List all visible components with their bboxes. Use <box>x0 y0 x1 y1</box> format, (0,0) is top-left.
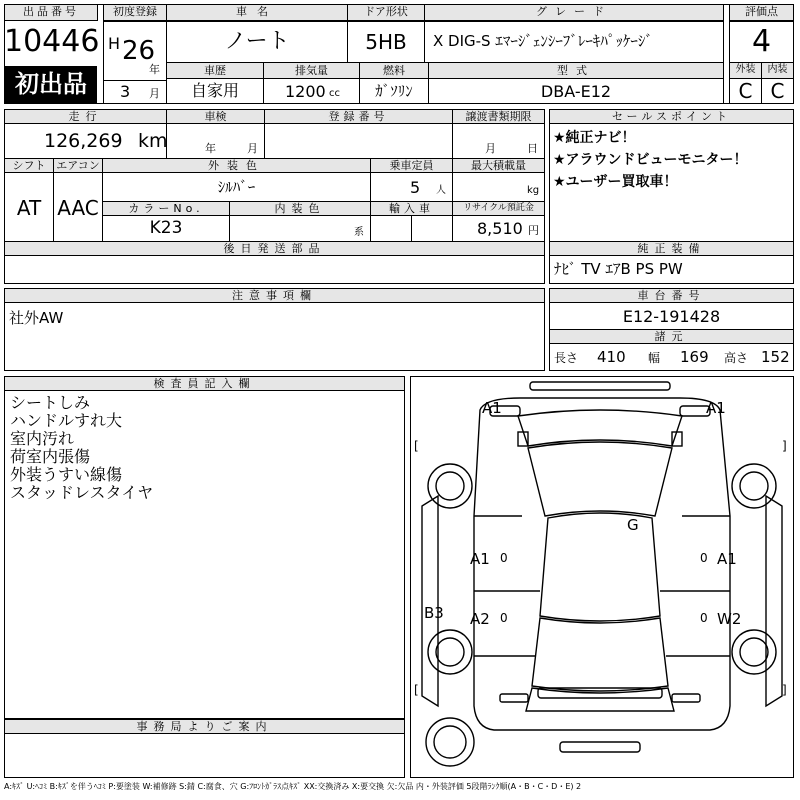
recycle-unit: 円 <box>528 224 539 237</box>
office-label: 事務局よりご案内 <box>136 720 273 733</box>
damage-front-right: A1 <box>706 399 726 417</box>
reg-year-unit: 年 <box>149 63 160 76</box>
sales-point-1: ★純正ナビ！ <box>553 130 636 146</box>
inspector-label: 検査員記入欄 <box>153 377 256 390</box>
first-listing-label: 初出品 <box>15 70 87 98</box>
reg-year: 26 <box>122 36 156 66</box>
width-label: 幅 <box>648 351 661 365</box>
dims-label: 諸元 <box>654 330 689 343</box>
exterior-grade-label: 外装 <box>735 64 756 75</box>
wheel-front-left <box>428 464 472 508</box>
wheel-front-right <box>732 464 776 508</box>
damage-windshield: G <box>627 516 639 534</box>
bracket-right-top: ] <box>782 439 787 453</box>
chassis-label: 車台番号 <box>637 289 706 302</box>
car-diagram <box>410 376 794 778</box>
dims-cell <box>549 343 794 371</box>
sales-point-2: ★アラウンドビューモニター！ <box>553 152 748 168</box>
sales-points-label: セールスポイント <box>611 110 731 123</box>
transfer-label: 譲渡書類期限 <box>465 110 532 123</box>
inspector-line-4: 荷室内張傷 <box>10 447 91 466</box>
hood-outline <box>518 410 682 446</box>
score: 4 <box>751 24 772 59</box>
notes-label: 注意事項欄 <box>232 289 317 302</box>
sales-point-3: ★ユーザー買取車！ <box>553 174 678 190</box>
later-parts-cell <box>4 255 545 284</box>
lot-number: 10446 <box>4 24 100 59</box>
model-name: ノート <box>224 29 290 54</box>
inspector-line-5: 外装うすい線傷 <box>10 465 123 484</box>
reg-number-cell <box>264 123 453 159</box>
model-code-label: 型式 <box>557 64 595 77</box>
spare-wheel <box>426 718 474 766</box>
exterior-color-label: 外装色 <box>208 159 265 172</box>
recycle-fee: 8,510 <box>477 219 523 238</box>
reg-month: 3 <box>120 82 131 101</box>
max-load-label: 最大積載量 <box>471 159 526 172</box>
inspection-month-unit: 月 <box>247 142 258 155</box>
left-side-panel <box>422 496 438 706</box>
recycle-label: リサイクル預託金 <box>463 203 534 213</box>
door-label: ドア形状 <box>364 5 408 18</box>
interior-color-cell <box>229 215 371 242</box>
door-mark-left-rear: 0 <box>500 611 508 625</box>
rear-lamp-left <box>500 694 528 702</box>
fuel-label: 燃料 <box>383 64 405 77</box>
era: H <box>108 34 121 53</box>
grade: X DIG-S ｴﾏｰｼﾞｪﾝｼｰﾌﾞﾚｰｷﾊﾟｯｹｰｼﾞ <box>433 32 653 50</box>
door-type: 5HB <box>365 30 407 54</box>
model-name-label: 車名 <box>236 5 278 18</box>
import-cell-b <box>411 215 453 242</box>
office-cell <box>4 733 405 778</box>
exterior-color: ｼﾙﾊﾞｰ <box>217 178 256 196</box>
shift-label: シフト <box>12 159 46 172</box>
model-code: DBA-E12 <box>540 82 612 101</box>
height-label: 高さ <box>724 351 749 365</box>
wheel-rear-right <box>732 630 776 674</box>
transfer-month-unit: 月 <box>485 142 496 155</box>
lot-label: 出品番号 <box>23 5 79 18</box>
chassis-number: E12-191428 <box>622 307 721 326</box>
displacement-label: 排気量 <box>295 64 328 77</box>
max-load-unit: kg <box>527 185 540 196</box>
genuine-equipment: ﾅﾋﾞ TV ｴｱB PS PW <box>554 260 683 278</box>
mileage: 126,269 <box>44 130 123 152</box>
color-no: K23 <box>149 218 183 238</box>
transfer-day-unit: 日 <box>527 142 538 155</box>
capacity: 5 <box>410 178 421 197</box>
rear-plate <box>560 742 640 752</box>
windshield <box>528 442 672 516</box>
rear-lamp-right <box>672 694 700 702</box>
bracket-left-top: [ <box>414 439 419 453</box>
front-bumper <box>530 382 670 390</box>
capacity-unit: 人 <box>436 185 446 196</box>
genuine-equipment-label: 純正装備 <box>637 242 706 255</box>
inspector-line-6: スタッドレスタイヤ <box>10 483 154 502</box>
mileage-label: 走行 <box>68 110 103 123</box>
door-mark-right-front: 0 <box>700 551 708 565</box>
interior-grade-label: 内装 <box>767 64 788 75</box>
door-mark-right-rear: 0 <box>700 611 708 625</box>
displacement: 1200 <box>285 82 326 101</box>
aircon-label: エアコン <box>56 159 100 172</box>
reg-number-label: 登録番号 <box>328 110 389 123</box>
color-no-label: カラーNo. <box>128 202 204 215</box>
legend: A:ｷｽﾞ U:ﾍｺﾐ B:ｷｽﾞを伴うﾍｺﾐ P:要塗装 W:補修跡 S:錆 C:腐食、穴 G:ﾌﾛﾝﾄｶﾞﾗｽ点ｷｽﾞ XX:交換済み X:要交換 欠:欠品 内・外装評価 5段階ﾗﾝｸ順(A・B・C・D・E) 2 <box>4 782 582 791</box>
right-mirror <box>672 432 682 446</box>
notes-text: 社外AW <box>9 309 64 327</box>
inspection-label: 車検 <box>204 110 227 123</box>
history: 自家用 <box>190 81 239 100</box>
damage-front-left: A1 <box>482 399 502 417</box>
exterior-grade: C <box>738 79 753 103</box>
shift: AT <box>16 196 42 220</box>
door-mark-left-front: 0 <box>500 551 508 565</box>
interior-color-unit: 系 <box>354 227 364 238</box>
history-label: 車歴 <box>204 64 226 77</box>
damage-left-rear-door: A2 <box>470 610 490 628</box>
rear-window <box>532 618 668 691</box>
first-reg-label: 初度登録 <box>113 5 157 18</box>
body-outline <box>474 398 730 730</box>
wheel-rear-left <box>428 630 472 674</box>
later-parts-label: 後日発送部品 <box>223 242 326 255</box>
interior-grade: C <box>770 79 785 103</box>
inspector-line-1: シートしみ <box>10 393 91 412</box>
inspector-line-2: ハンドルすれ大 <box>10 411 123 430</box>
damage-left-front-door: A1 <box>470 550 490 568</box>
bracket-right-bottom: ] <box>782 683 787 697</box>
import-label: 輸入車 <box>389 202 434 215</box>
damage-left-quarter: B3 <box>424 604 444 622</box>
score-label: 評価点 <box>745 5 778 18</box>
interior-color-label: 内装色 <box>274 202 326 215</box>
aircon: AAC <box>57 196 99 220</box>
fuel: ｶﾞｿﾘﾝ <box>375 82 413 100</box>
grade-label: グレード <box>536 5 612 18</box>
damage-right-rear-door: W2 <box>717 610 742 628</box>
mileage-unit: km <box>138 130 168 152</box>
left-mirror <box>518 432 528 446</box>
roof <box>540 513 660 621</box>
width-value: 169 <box>680 348 709 366</box>
bracket-left-bottom: [ <box>414 683 419 697</box>
inspector-line-3: 室内汚れ <box>10 429 75 448</box>
capacity-label: 乗車定員 <box>389 159 434 172</box>
right-side-panel <box>766 496 782 706</box>
import-cell-a <box>370 215 412 242</box>
notes-cell <box>4 302 545 371</box>
reg-month-unit: 月 <box>149 87 160 100</box>
inspection-year-unit: 年 <box>205 142 216 155</box>
height-value: 152 <box>761 348 790 366</box>
length-value: 410 <box>597 348 626 366</box>
damage-right-front-door: A1 <box>717 550 737 568</box>
length-label: 長さ <box>554 351 579 365</box>
displacement-unit: cc <box>329 88 340 99</box>
